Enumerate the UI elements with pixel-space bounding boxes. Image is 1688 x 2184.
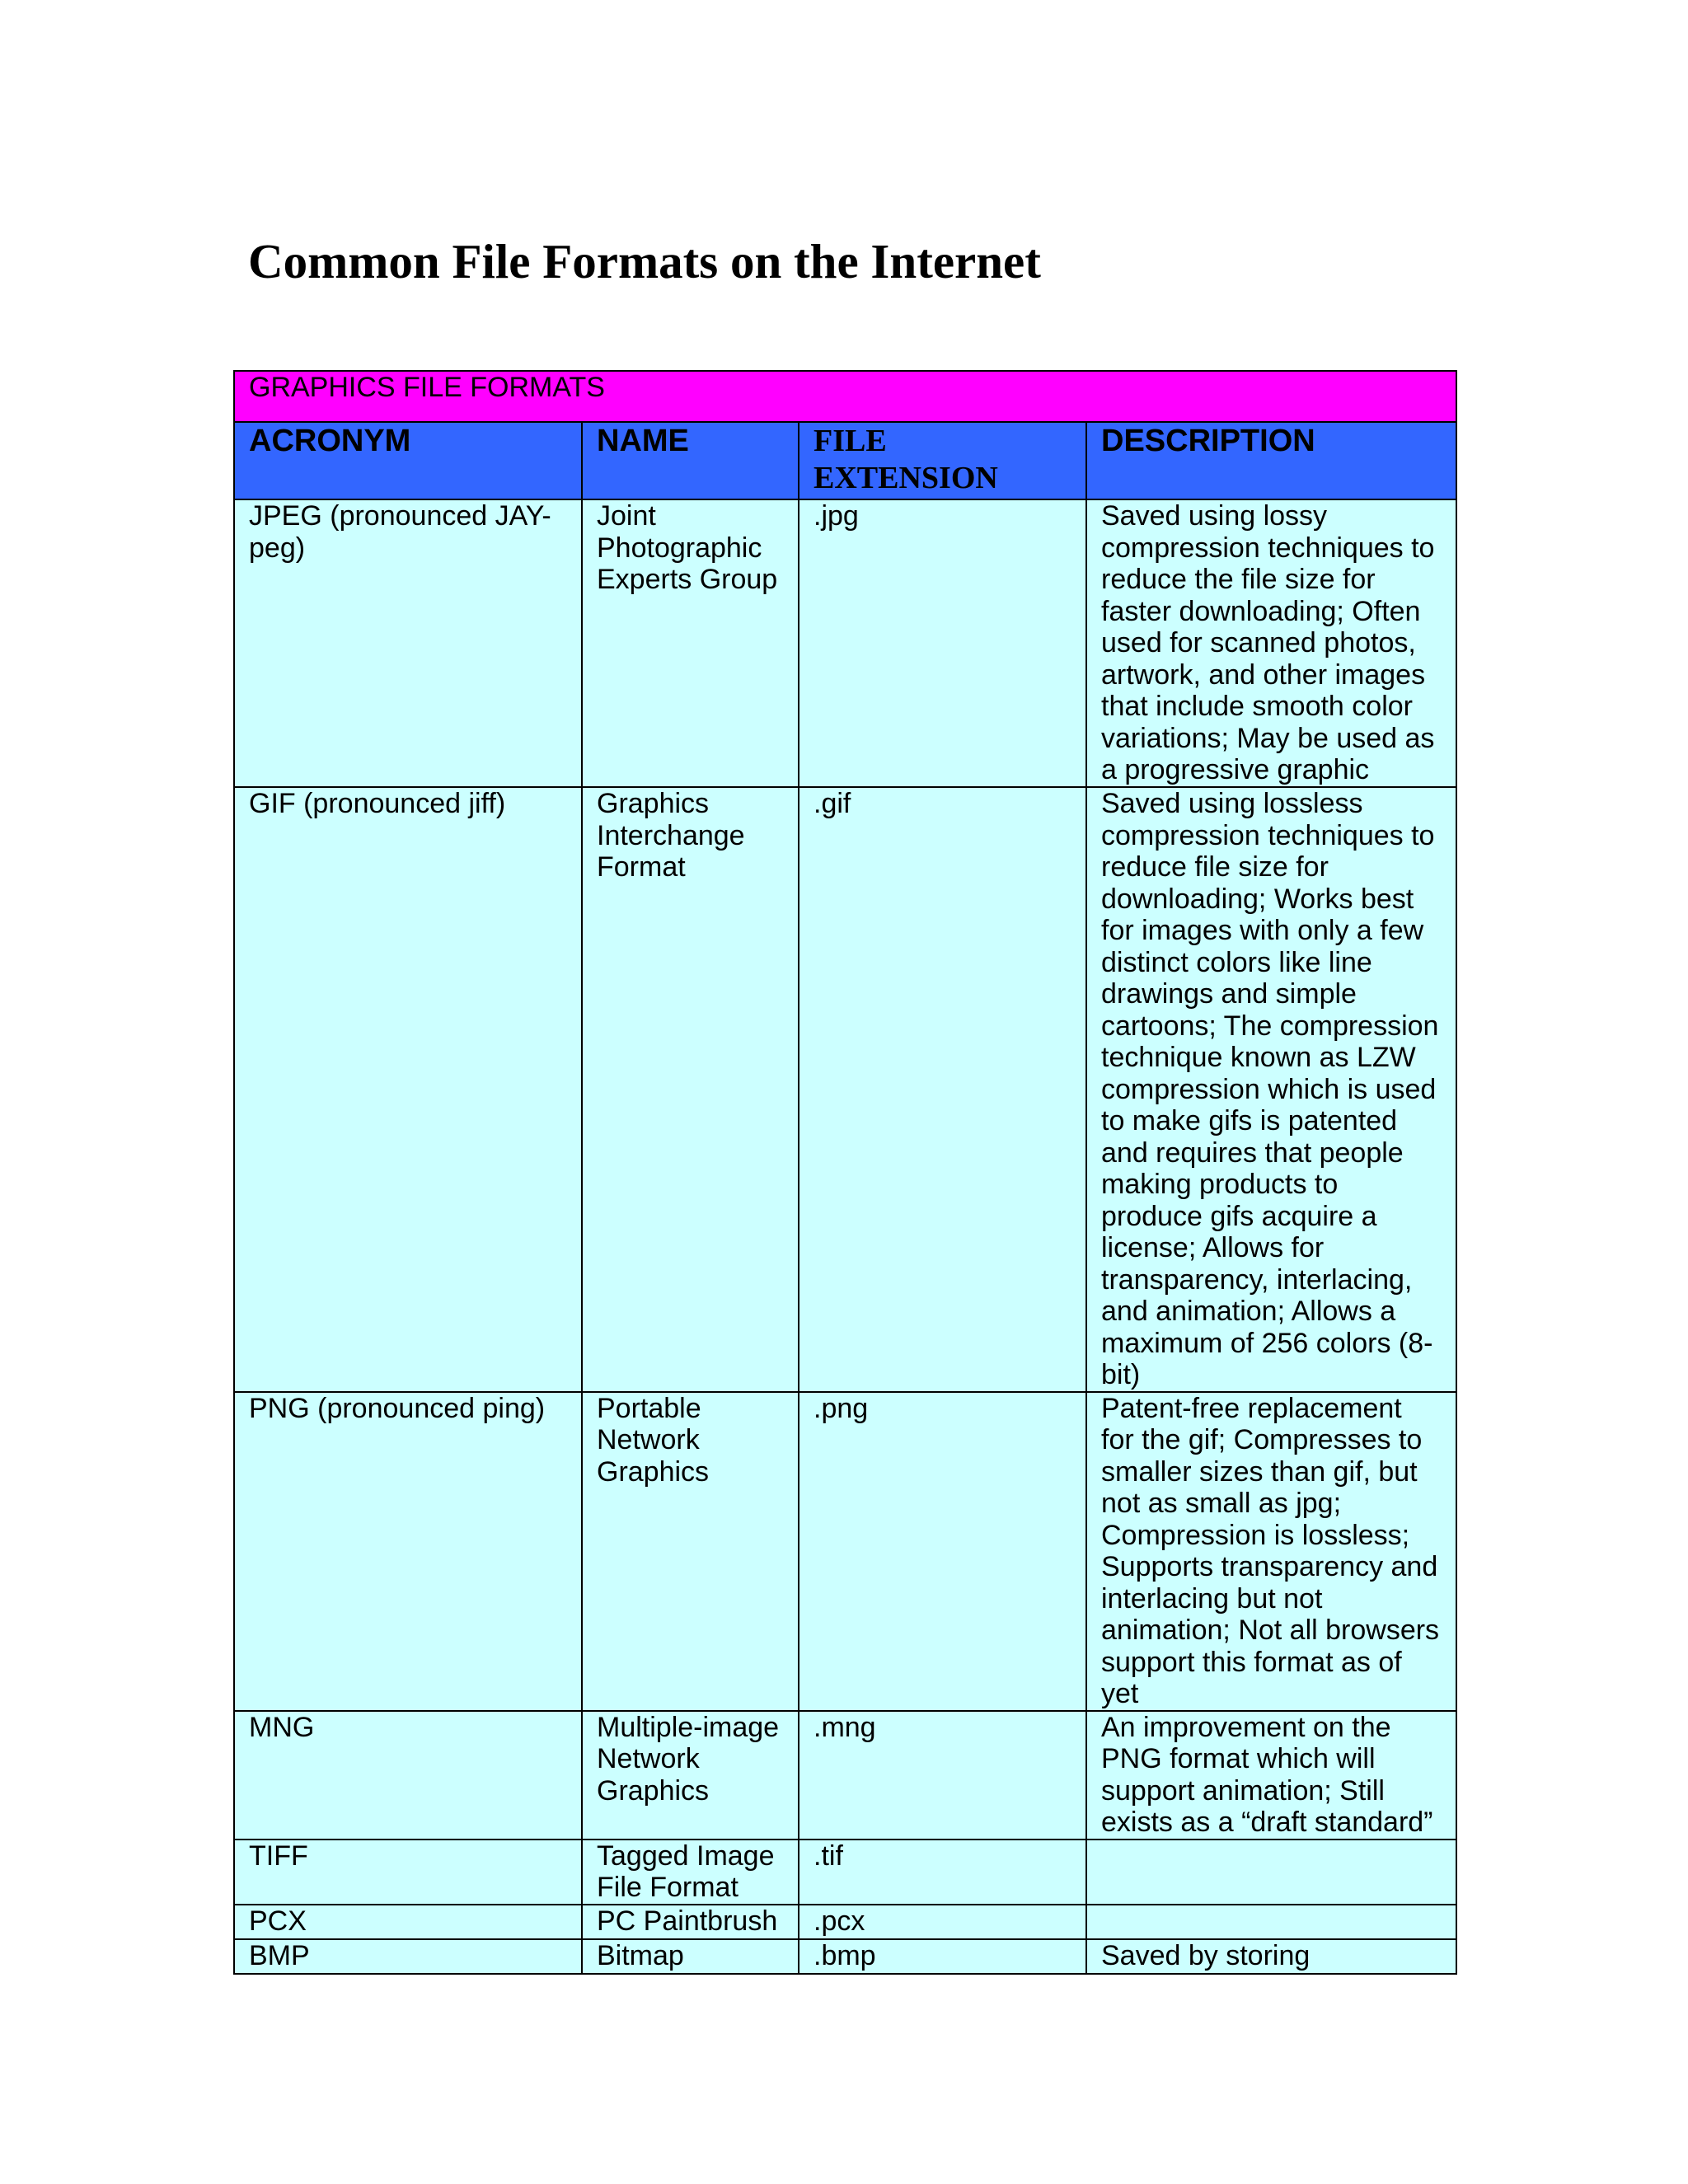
cell-name: Tagged Image File Format xyxy=(582,1840,799,1905)
table-row xyxy=(234,1711,1456,1840)
cell-extension: .pcx xyxy=(799,1905,1086,1939)
cell-acronym: MNG xyxy=(234,1711,582,1840)
table-row xyxy=(234,499,1456,787)
graphics-formats-table xyxy=(233,370,1457,1975)
header-file-extension: FILE EXTENSION xyxy=(799,422,1086,499)
cell-acronym: PCX xyxy=(234,1905,582,1939)
cell-description xyxy=(1086,1905,1456,1939)
cell-acronym: GIF (pronounced jiff) xyxy=(234,787,582,1392)
cell-name: Joint Photographic Experts Group xyxy=(582,499,799,787)
section-header-row xyxy=(234,371,1456,422)
cell-description: An improvement on the PNG format which will support animation; Still exists as a “draft standard” xyxy=(1086,1711,1456,1840)
cell-name: Portable Network Graphics xyxy=(582,1392,799,1711)
cell-acronym: JPEG (pronounced JAY-peg) xyxy=(234,499,582,787)
cell-extension: .mng xyxy=(799,1711,1086,1840)
cell-description: Saved using lossy compression techniques to reduce the file size for faster downloading; Often used for scanned photos, artwork, and other images that include smooth color variations; May be used as a progressive graphic xyxy=(1086,499,1456,787)
cell-extension: .bmp xyxy=(799,1939,1086,1974)
cell-name: PC Paintbrush xyxy=(582,1905,799,1939)
table-row xyxy=(234,1840,1456,1905)
table-row xyxy=(234,787,1456,1392)
table-row xyxy=(234,1939,1456,1974)
cell-acronym: PNG (pronounced ping) xyxy=(234,1392,582,1711)
cell-description: Patent-free replacement for the gif; Compresses to smaller sizes than gif, but not as small as jpg; Compression is lossless; Supports transparency and interlacing but not animation; Not all browsers support this format as of yet xyxy=(1086,1392,1456,1711)
cell-description: Saved using lossless compression techniques to reduce file size for downloading; Works best for images with only a few distinct colors like line drawings and simple cartoons; The compression technique known as LZW compression which is used to make gifs is patented and requires that people making products to produce gifs acquire a license; Allows for transparency, interlacing, and animation; Allows a maximum of 256 colors (8-bit) xyxy=(1086,787,1456,1392)
cell-extension: .gif xyxy=(799,787,1086,1392)
header-acronym: ACRONYM xyxy=(234,422,582,499)
header-description: DESCRIPTION xyxy=(1086,422,1456,499)
cell-acronym: BMP xyxy=(234,1939,582,1974)
cell-extension: .jpg xyxy=(799,499,1086,787)
cell-extension: .tif xyxy=(799,1840,1086,1905)
cell-description: Saved by storing xyxy=(1086,1939,1456,1974)
cell-description xyxy=(1086,1840,1456,1905)
cell-name: Bitmap xyxy=(582,1939,799,1974)
column-header-row xyxy=(234,422,1456,499)
page-title: Common File Formats on the Internet xyxy=(248,234,1041,288)
table-row xyxy=(234,1392,1456,1711)
cell-extension: .png xyxy=(799,1392,1086,1711)
header-name: NAME xyxy=(582,422,799,499)
cell-name: Multiple-image Network Graphics xyxy=(582,1711,799,1840)
table-row xyxy=(234,1905,1456,1939)
cell-acronym: TIFF xyxy=(234,1840,582,1905)
cell-name: Graphics Interchange Format xyxy=(582,787,799,1392)
section-title: GRAPHICS FILE FORMATS xyxy=(234,371,1456,422)
